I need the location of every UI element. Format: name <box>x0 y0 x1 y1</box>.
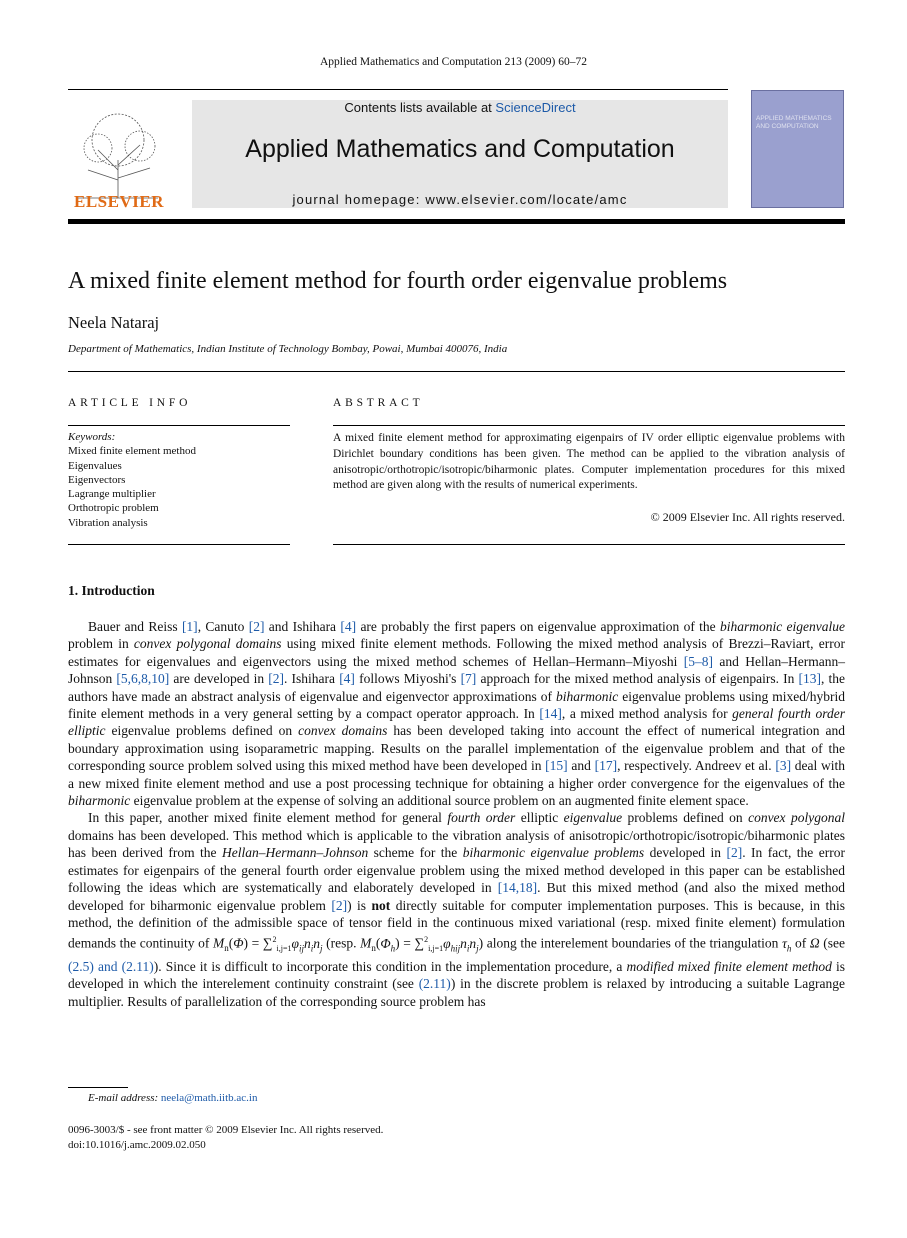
email-link[interactable]: neela@math.iitb.ac.in <box>160 1092 258 1104</box>
journal-cover-image <box>751 90 844 208</box>
article-info-rule-top <box>68 425 290 426</box>
abstract-rule-bottom <box>333 544 845 545</box>
footnote-rule <box>68 1087 128 1088</box>
intro-paragraph-2: In this paper, another mixed finite element method for general fourth order elliptic eigenvalue problems defined on convex polygonal domains has been developed. This method which is applicable to the vibration analysis of anisotropic/orthotropic/isotropic/biharmonic plates has been derived from the Hellan–Hermann–Johnson scheme for the biharmonic eigenvalue problems developed in [2]. In fact, the error estimates for eigenpairs of the general fourth order eigenvalue problem using the mixed method developed in this paper can be established following the ideas which are systematically and elaborately developed in [14,18]. But this mixed method (and also the mixed method developed for biharmonic eigenvalue problem [2]) is not directly suitable for computer implementation purposes. This is because, in this method, the definition of the admissible space of tensor field in the continuous mixed variational (resp. mixed finite element) formulation demands the continuity of $M_n(\Phi) = \sum^2_{i,j=1}\varphi_{ij}n_in_j$ (resp. $M_n(\Phi_h) = \sum^2_{i,j=1}\varphi_{hij}n_in_j$) along the interelement boundaries of the triangulation $\tau_h$ of Ω (see (2.5) and (2.11)). Since it is difficult to incorporate this condition in the implementation procedure, a modified mixed finite element method is developed in which the interelement continuity constraint (see (2.11)) in the discrete problem is relaxed by introducing a suitable Lagrange multiplier. Results of parallelization of the corresponding source problem has <box>68 810 846 1009</box>
author-affiliation: Department of Mathematics, Indian Institute of Technology Bombay, Powai, Mumbai 400076, India <box>68 343 508 355</box>
keyword-item: Eigenvalues <box>68 459 122 472</box>
keyword-item: Orthotropic problem <box>68 502 159 515</box>
journal-title: Applied Mathematics and Computation <box>245 135 675 163</box>
issn-line: 0096-3003/$ - see front matter © 2009 Elsevier Inc. All rights reserved. <box>68 1124 384 1136</box>
header-thick-rule <box>68 219 845 224</box>
contents-line <box>192 100 728 115</box>
keywords-label: Keywords: <box>68 431 116 443</box>
header-rule <box>68 89 728 90</box>
abstract-heading: ABSTRACT <box>333 397 424 409</box>
introduction-body <box>68 618 845 1010</box>
keyword-item: Mixed finite element method <box>68 445 196 458</box>
elsevier-wordmark: ELSEVIER <box>74 192 164 211</box>
contents-prefix: Contents lists available at <box>344 100 496 115</box>
article-info-rule-bottom <box>68 544 290 545</box>
abstract-copyright: © 2009 Elsevier Inc. All rights reserved. <box>650 510 845 524</box>
abstract-text: A mixed finite element method for approximating eigenpairs of IV order elliptic eigenvalue problems with Dirichlet boundary conditions has been given. The method can be applied to the vibration analysis of anisotropic/orthotropic/isotropic/biharmonic plates. Computer implementation procedures for this mixed method are given along with the results of numerical experiments. <box>333 432 845 492</box>
article-title: A mixed finite element method for fourth order eigenvalue problems <box>68 268 728 294</box>
article-info-heading: ARTICLE INFO <box>68 397 192 409</box>
cover-title: APPLIED MATHEMATICS AND COMPUTATION <box>756 115 832 130</box>
keyword-item: Lagrange multiplier <box>68 488 156 501</box>
keywords-list <box>68 430 196 530</box>
doi-line: doi:10.1016/j.amc.2009.02.050 <box>68 1138 206 1151</box>
section-heading-introduction: 1. Introduction <box>68 583 155 598</box>
footnote-email <box>88 1092 258 1104</box>
keyword-item: Vibration analysis <box>68 516 148 529</box>
author-name: Neela Nataraj <box>68 313 160 332</box>
journal-citation: Applied Mathematics and Computation 213 (2009) 60–72 <box>319 56 587 68</box>
email-label: E-mail address: <box>88 1092 159 1104</box>
front-matter <box>68 1123 383 1152</box>
abstract-rule-top <box>333 425 845 426</box>
intro-paragraph-1: Bauer and Reiss [1], Canuto [2] and Ishihara [4] are probably the first papers on eigenvalue approximation of the biharmonic eigenvalue problem in convex polygonal domains using mixed finite element methods. Following the mixed method analysis of Brezzi–Raviart, error estimates for eigenvalues and eigenvectors using the mixed method schemes of Hellan–Hermann–Miyoshi [5–8] and Hellan–Hermann–Johnson [5,6,8,10] are developed in [2]. Ishihara [4] follows Miyoshi's [7] approach for the mixed method analysis of eigenpairs. In [13], the authors have made an abstract analysis of eigenvalue and eigenvector approximations of biharmonic eigenvalue problems using mixed/hybrid finite element methods in a very general setting by a compact operator approach. In [14], a mixed method analysis for general fourth order elliptic eigenvalue problems defined on convex domains has been developed taking into account the effect of numerical integration and boundary approximation using isoparametric mapping. Results on the parallel implementation of the eigenvalue problem and that of the corresponding source problem solved using this mixed method have been developed in [15] and [17], respectively. Andreev et al. [3] deal with a new mixed finite element method and use a post processing technique for obtaining a higher order convergence for the eigenvalues of the biharmonic eigenvalue problem at the expense of solving an additional source problem on an augmented finite element space. <box>68 619 846 809</box>
journal-homepage[interactable]: journal homepage: www.elsevier.com/locate/amc <box>292 192 628 207</box>
keyword-item: Eigenvectors <box>68 473 126 486</box>
affiliation-rule <box>68 371 845 372</box>
sciencedirect-link[interactable]: ScienceDirect <box>495 100 576 115</box>
